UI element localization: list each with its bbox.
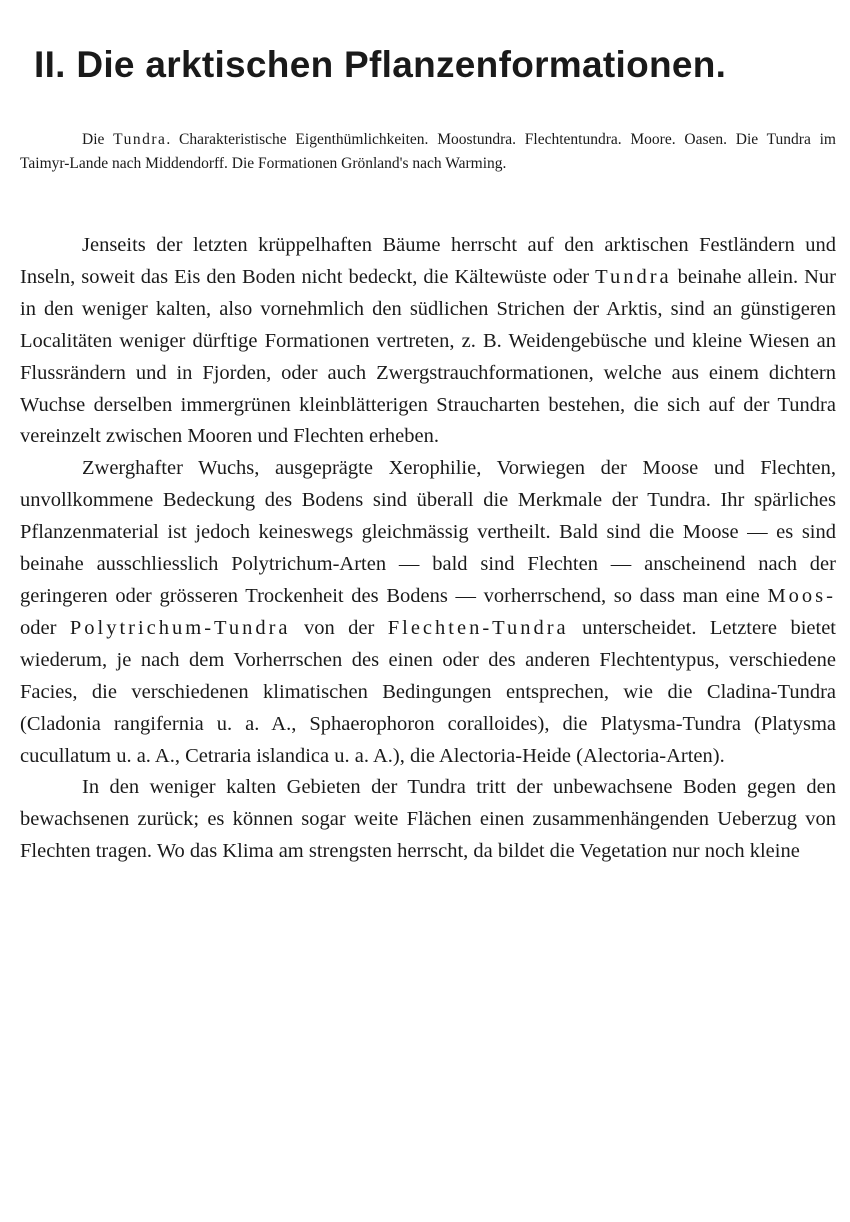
summary-text: . Charakteristische Eigenthümlichkeiten. Moostundra. Flechtentundra. Moore. Oasen. Die Tundra im Taimyr-Lande nach Middendorff. Die Formationen Grönland's nach Warming. [20,131,836,172]
paragraph-text: Jenseits der letzten krüppelhaften Bäume herrscht auf den arktischen Festländern und Inseln, soweit das Eis den Boden nicht bedeckt, die Kältewüste oder [20,234,836,288]
paragraph [20,453,836,772]
paragraph-text: beinahe allein. Nur in den weniger kalten, also vornehmlich den südlichen Strichen der Arktis, sind an günstigeren Localitäten weniger dürftige Formationen vertreten, z. B. Weidengebüsche und kleine Wiesen an Flussrändern und in Fjorden, oder auch Zwergstrauchformationen, welche aus einem dichtern Wuchse derselben immergrünen kleinblätterigen Straucharten bestehen, die sich auf der Tundra vereinzelt zwischen Mooren und Flechten erheben. [20,265,836,448]
paragraph-text: oder [20,616,70,639]
summary-spaced-term: Tundra [113,131,167,148]
paragraph [20,230,836,453]
chapter-heading: II. Die arktischen Pflanzenformationen. [34,44,727,85]
chapter-summary [20,128,836,176]
paragraph [20,772,836,868]
paragraph-text: Zwerghafter Wuchs, ausgeprägte Xerophilie, Vorwiegen der Moose und Flechten, unvollkommene Bedeckung des Bodens sind überall die Merkmale der Tundra. Ihr spärliches Pflanzenmaterial ist jedoch keineswegs gleichmässig vertheilt. Bald sind die Moose — es sind beinahe ausschliesslich Polytrichum-Arten — bald sind Flechten — anscheinend nach der geringeren oder grösseren Trockenheit des Bodens — vorherrschend, so dass man eine [20,457,836,607]
spaced-term: Polytrichum-Tundra [69,616,291,639]
paragraph-text: unterscheidet. Letztere bietet wiederum, je nach dem Vorherrschen des einen oder des anderen Flechtentypus, verschiedene Facies, die verschiedenen klimatischen Bedingungen entsprechen, wie die Cladina-Tundra (Cladonia rangifernia u. a. A., Sphaerophoron coralloides), die Platysma-Tundra (Platysma cucullatum u. a. A., Cetraria islandica u. a. A.), die Alectoria-Heide (Alectoria-Arten). [20,616,836,767]
summary-text: Die [82,131,114,148]
spaced-term: Flechten-Tundra [387,616,569,639]
paragraph-text: In den weniger kalten Gebieten der Tundra tritt der unbewachsene Boden gegen den bewachsenen zurück; es können sogar weite Flächen einen zusammenhängenden Ueberzug von Flechten tragen. Wo das Klima am strengsten herrscht, da bildet die Vegetation nur noch kleine [20,776,836,863]
paragraph-text: von der [290,616,388,639]
spaced-term: Moos- [767,584,836,607]
body-text [20,230,836,868]
spaced-term: Tundra [595,265,672,288]
